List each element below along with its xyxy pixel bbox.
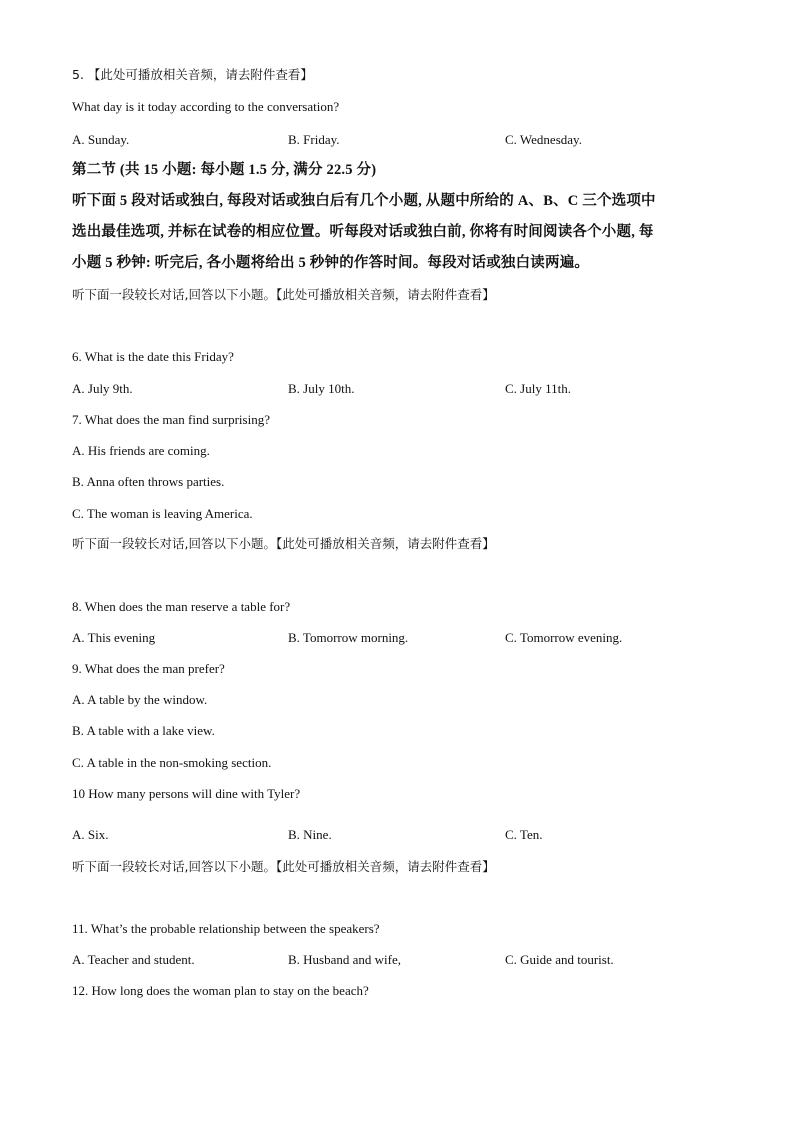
q6-option-b: B. July 10th. xyxy=(288,381,355,396)
q5-option-a: A. Sunday. xyxy=(72,132,130,147)
q8-option-c: C. Tomorrow evening. xyxy=(505,630,623,645)
q9-question: 9. What does the man prefer? xyxy=(72,661,225,676)
q5-option-c: C. Wednesday. xyxy=(505,132,582,147)
q7-option-a: A. His friends are coming. xyxy=(72,443,210,458)
q10-option-b: B. Nine. xyxy=(288,827,332,842)
q6-question: 6. What is the date this Friday? xyxy=(72,349,234,364)
q8-question: 8. When does the man reserve a table for? xyxy=(72,599,291,614)
dialog-intro-3: 听下面一段较长对话,回答以下小题。【此处可播放相关音频，请去附件查看】 xyxy=(72,859,495,874)
dialog-intro-2: 听下面一段较长对话,回答以下小题。【此处可播放相关音频，请去附件查看】 xyxy=(72,536,495,551)
q10-option-a: A. Six. xyxy=(72,827,109,842)
section2-title: 第二节 (共 15 小题: 每小题 1.5 分, 满分 22.5 分) xyxy=(72,162,377,178)
q10-question: 10 How many persons will dine with Tyler? xyxy=(72,786,301,801)
q9-option-c: C. A table in the non-smoking section. xyxy=(72,755,272,770)
section2-instruction-1: 听下面 5 段对话或独白, 每段对话或独白后有几个小题, 从题中所给的 A、B、C 三个选项中 xyxy=(72,193,656,209)
q12-question: 12. How long does the woman plan to stay on the beach? xyxy=(72,983,369,998)
q8-option-b: B. Tomorrow morning. xyxy=(288,630,409,645)
q10-option-c: C. Ten. xyxy=(505,827,543,842)
q9-option-a: A. A table by the window. xyxy=(72,692,208,707)
q11-option-c: C. Guide and tourist. xyxy=(505,952,614,967)
q11-question: 11. What’s the probable relationship between the speakers? xyxy=(72,921,380,936)
q7-option-c: C. The woman is leaving America. xyxy=(72,506,253,521)
q11-option-b: B. Husband and wife, xyxy=(288,952,402,967)
q5-question: What day is it today according to the conversation? xyxy=(72,99,340,114)
q6-option-a: A. July 9th. xyxy=(72,381,133,396)
q7-question: 7. What does the man find surprising? xyxy=(72,412,270,427)
section2-instruction-2: 选出最佳选项, 并标在试卷的相应位置。听每段对话或独白前, 你将有时间阅读各个小题, 每 xyxy=(72,224,654,240)
q7-option-b: B. Anna often throws parties. xyxy=(72,474,225,489)
q5-header: 5. 【此处可播放相关音频，请去附件查看】 xyxy=(72,67,313,82)
q8-option-a: A. This evening xyxy=(72,630,156,645)
section2-instruction-3: 小题 5 秒钟: 听完后, 各小题将给出 5 秒钟的作答时间。每段对话或独白读两遍。 xyxy=(72,255,590,271)
q6-option-c: C. July 11th. xyxy=(505,381,571,396)
q11-option-a: A. Teacher and student. xyxy=(72,952,195,967)
q9-option-b: B. A table with a lake view. xyxy=(72,723,215,738)
dialog-intro-1: 听下面一段较长对话,回答以下小题。【此处可播放相关音频，请去附件查看】 xyxy=(72,287,495,302)
q5-option-b: B. Friday. xyxy=(288,132,340,147)
